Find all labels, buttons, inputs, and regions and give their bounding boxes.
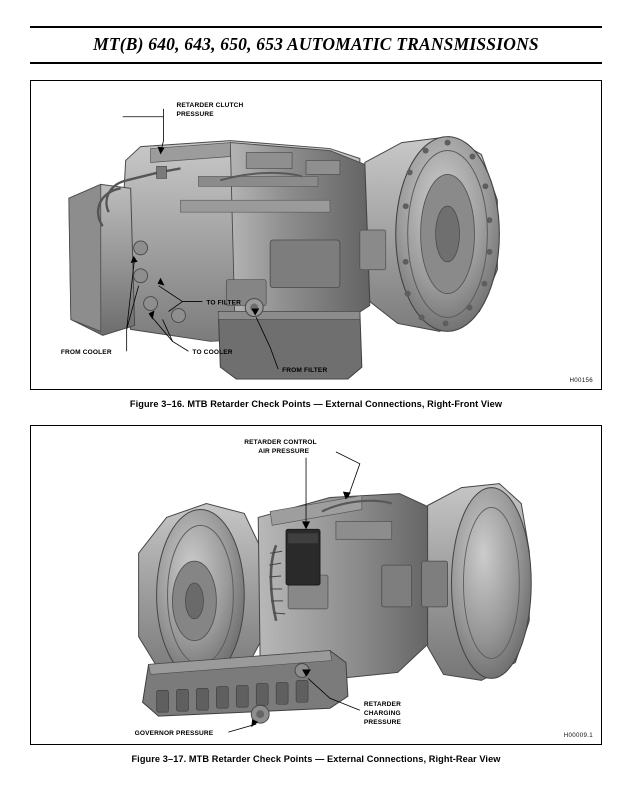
page-header xyxy=(30,26,602,64)
callout-retarder-clutch-pressure-line2: PRESSURE xyxy=(176,110,214,118)
page-title: MT(B) 640, 643, 650, 653 AUTOMATIC TRANSMISSIONS xyxy=(93,34,539,54)
figure-3-16-block xyxy=(30,80,602,409)
figure-3-16-frame xyxy=(30,80,602,390)
figure-3-17-block xyxy=(30,425,602,764)
figure-3-17-caption: Figure 3–17. MTB Retarder Check Points — External Connections, Right-Rear View xyxy=(131,754,501,764)
callout-retarder-charging-pressure-line3: PRESSURE xyxy=(363,719,402,727)
transmission-right-front-illustration xyxy=(31,81,601,389)
callout-retarder-clutch-pressure-line1: RETARDER CLUTCH xyxy=(176,101,244,109)
figure-3-17-art-code: H00009.1 xyxy=(563,732,593,739)
callout-retarder-charging-pressure-line1: RETARDER xyxy=(363,701,401,709)
transmission-right-rear-illustration xyxy=(31,426,601,744)
callout-governor-pressure: GOVERNOR PRESSURE xyxy=(134,730,214,738)
figure-3-17-artwork xyxy=(31,426,601,744)
document-page xyxy=(0,26,632,809)
callout-retarder-control-air-pressure-line2: AIR PRESSURE xyxy=(258,447,310,455)
callout-to-cooler: TO COOLER xyxy=(192,349,233,357)
figure-3-17-frame xyxy=(30,425,602,745)
figure-3-16-caption: Figure 3–16. MTB Retarder Check Points — External Connections, Right-Front View xyxy=(129,399,503,409)
figure-3-16-art-code: H00156 xyxy=(569,377,593,384)
callout-retarder-control-air-pressure-line1: RETARDER CONTROL xyxy=(244,438,317,446)
callout-to-filter: TO FILTER xyxy=(206,299,241,307)
callout-from-filter: FROM FILTER xyxy=(282,367,328,375)
callout-retarder-charging-pressure-line2: CHARGING xyxy=(363,710,401,718)
figure-3-16-artwork xyxy=(31,81,601,389)
callout-from-cooler: FROM COOLER xyxy=(60,349,112,357)
